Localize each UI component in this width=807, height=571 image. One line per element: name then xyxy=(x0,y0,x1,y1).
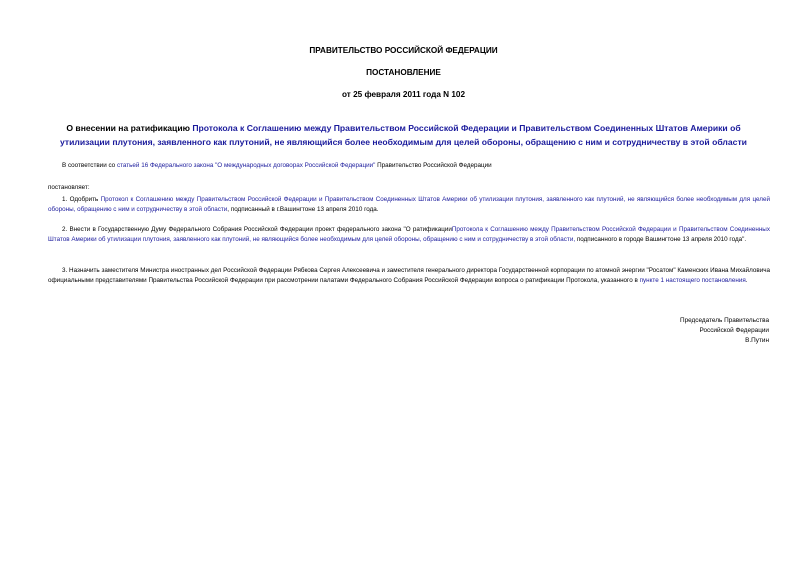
item-1-suffix: , подписанный в г.Вашингтоне 13 апреля 2010 года. xyxy=(227,206,379,213)
item-3-suffix: . xyxy=(745,277,748,284)
document-title xyxy=(48,121,759,149)
preamble-suffix: Правительство Российской Федерации xyxy=(375,162,492,169)
item-2-protocol-link[interactable]: Протокола к Соглашению между Правительством Российской Федерации и Правительством Соединенных Штатов Америки об утилизации плутония, заявленного как плутоний, не являющийся более необходимым для целей обороны, обращению с ним и сотрудничеству в этой области, xyxy=(48,226,770,243)
item-3 xyxy=(48,266,770,286)
signature-country: Российской Федерации xyxy=(699,327,769,334)
item-1-protocol-link[interactable]: Протокол к Соглашению между Правительством Российской Федерации и Правительством Соединенных Штатов Америки об утилизации плутония, заявленного как плутоний, не являющийся более необходимым для целей обороны, обращению с ним и сотрудничеству в этой области xyxy=(48,196,770,213)
document-type-heading: ПОСТАНОВЛЕНИЕ xyxy=(366,68,441,77)
item-2-prefix: 2. Внести в Государственную Думу Федерального Собрания Российской Федерации проект федерального закона "О ратификации xyxy=(62,226,452,233)
item-2-suffix: подписанного в городе Вашингтоне 13 апреля 2010 года". xyxy=(575,236,747,243)
preamble-law-link[interactable]: статьей 16 Федерального закона "О международных договорах Российской Федерации" xyxy=(116,162,376,169)
title-protocol-link[interactable]: Протокола к Соглашению между Правительством Российской Федерации и Правительством Соединенных Штатов Америки об утилизации плутония, заявленного как плутоний, не являющийся более необходимым для целей обороны, обращению с ним и сотрудничеству в этой области xyxy=(60,123,747,147)
item-2 xyxy=(48,225,770,245)
government-heading: ПРАВИТЕЛЬСТВО РОССИЙСКОЙ ФЕДЕРАЦИИ xyxy=(309,46,498,55)
date-number-heading: от 25 февраля 2011 года N 102 xyxy=(341,90,466,99)
preamble-prefix: В соответствии со xyxy=(62,162,117,169)
signature-position: Председатель Правительства xyxy=(680,317,769,324)
signature-name: В.Путин xyxy=(745,337,769,344)
item-3-point-link[interactable]: пункте 1 настоящего постановления xyxy=(639,277,746,284)
item-1-prefix: 1. Одобрить xyxy=(62,196,101,203)
item-3-prefix: 3. Назначить заместителя Министра иностранных дел Российской Федерации Рябкова Сергея Алексеевича и заместителя генерального директора Государственной корпорации по атомной энергии "Росатом" Каменских Ивана Михайловича официальными представителями Правительства Российской Федерации при рассмотрении палатами Федерального Собрания Российской Федерации вопроса о ратификации Протокола, указанного в xyxy=(48,267,770,284)
title-prefix: О внесении на ратификацию xyxy=(66,123,193,133)
signature-block xyxy=(569,316,769,346)
preamble xyxy=(62,161,762,171)
decree-word: постановляет: xyxy=(48,184,90,191)
item-1 xyxy=(48,195,770,215)
